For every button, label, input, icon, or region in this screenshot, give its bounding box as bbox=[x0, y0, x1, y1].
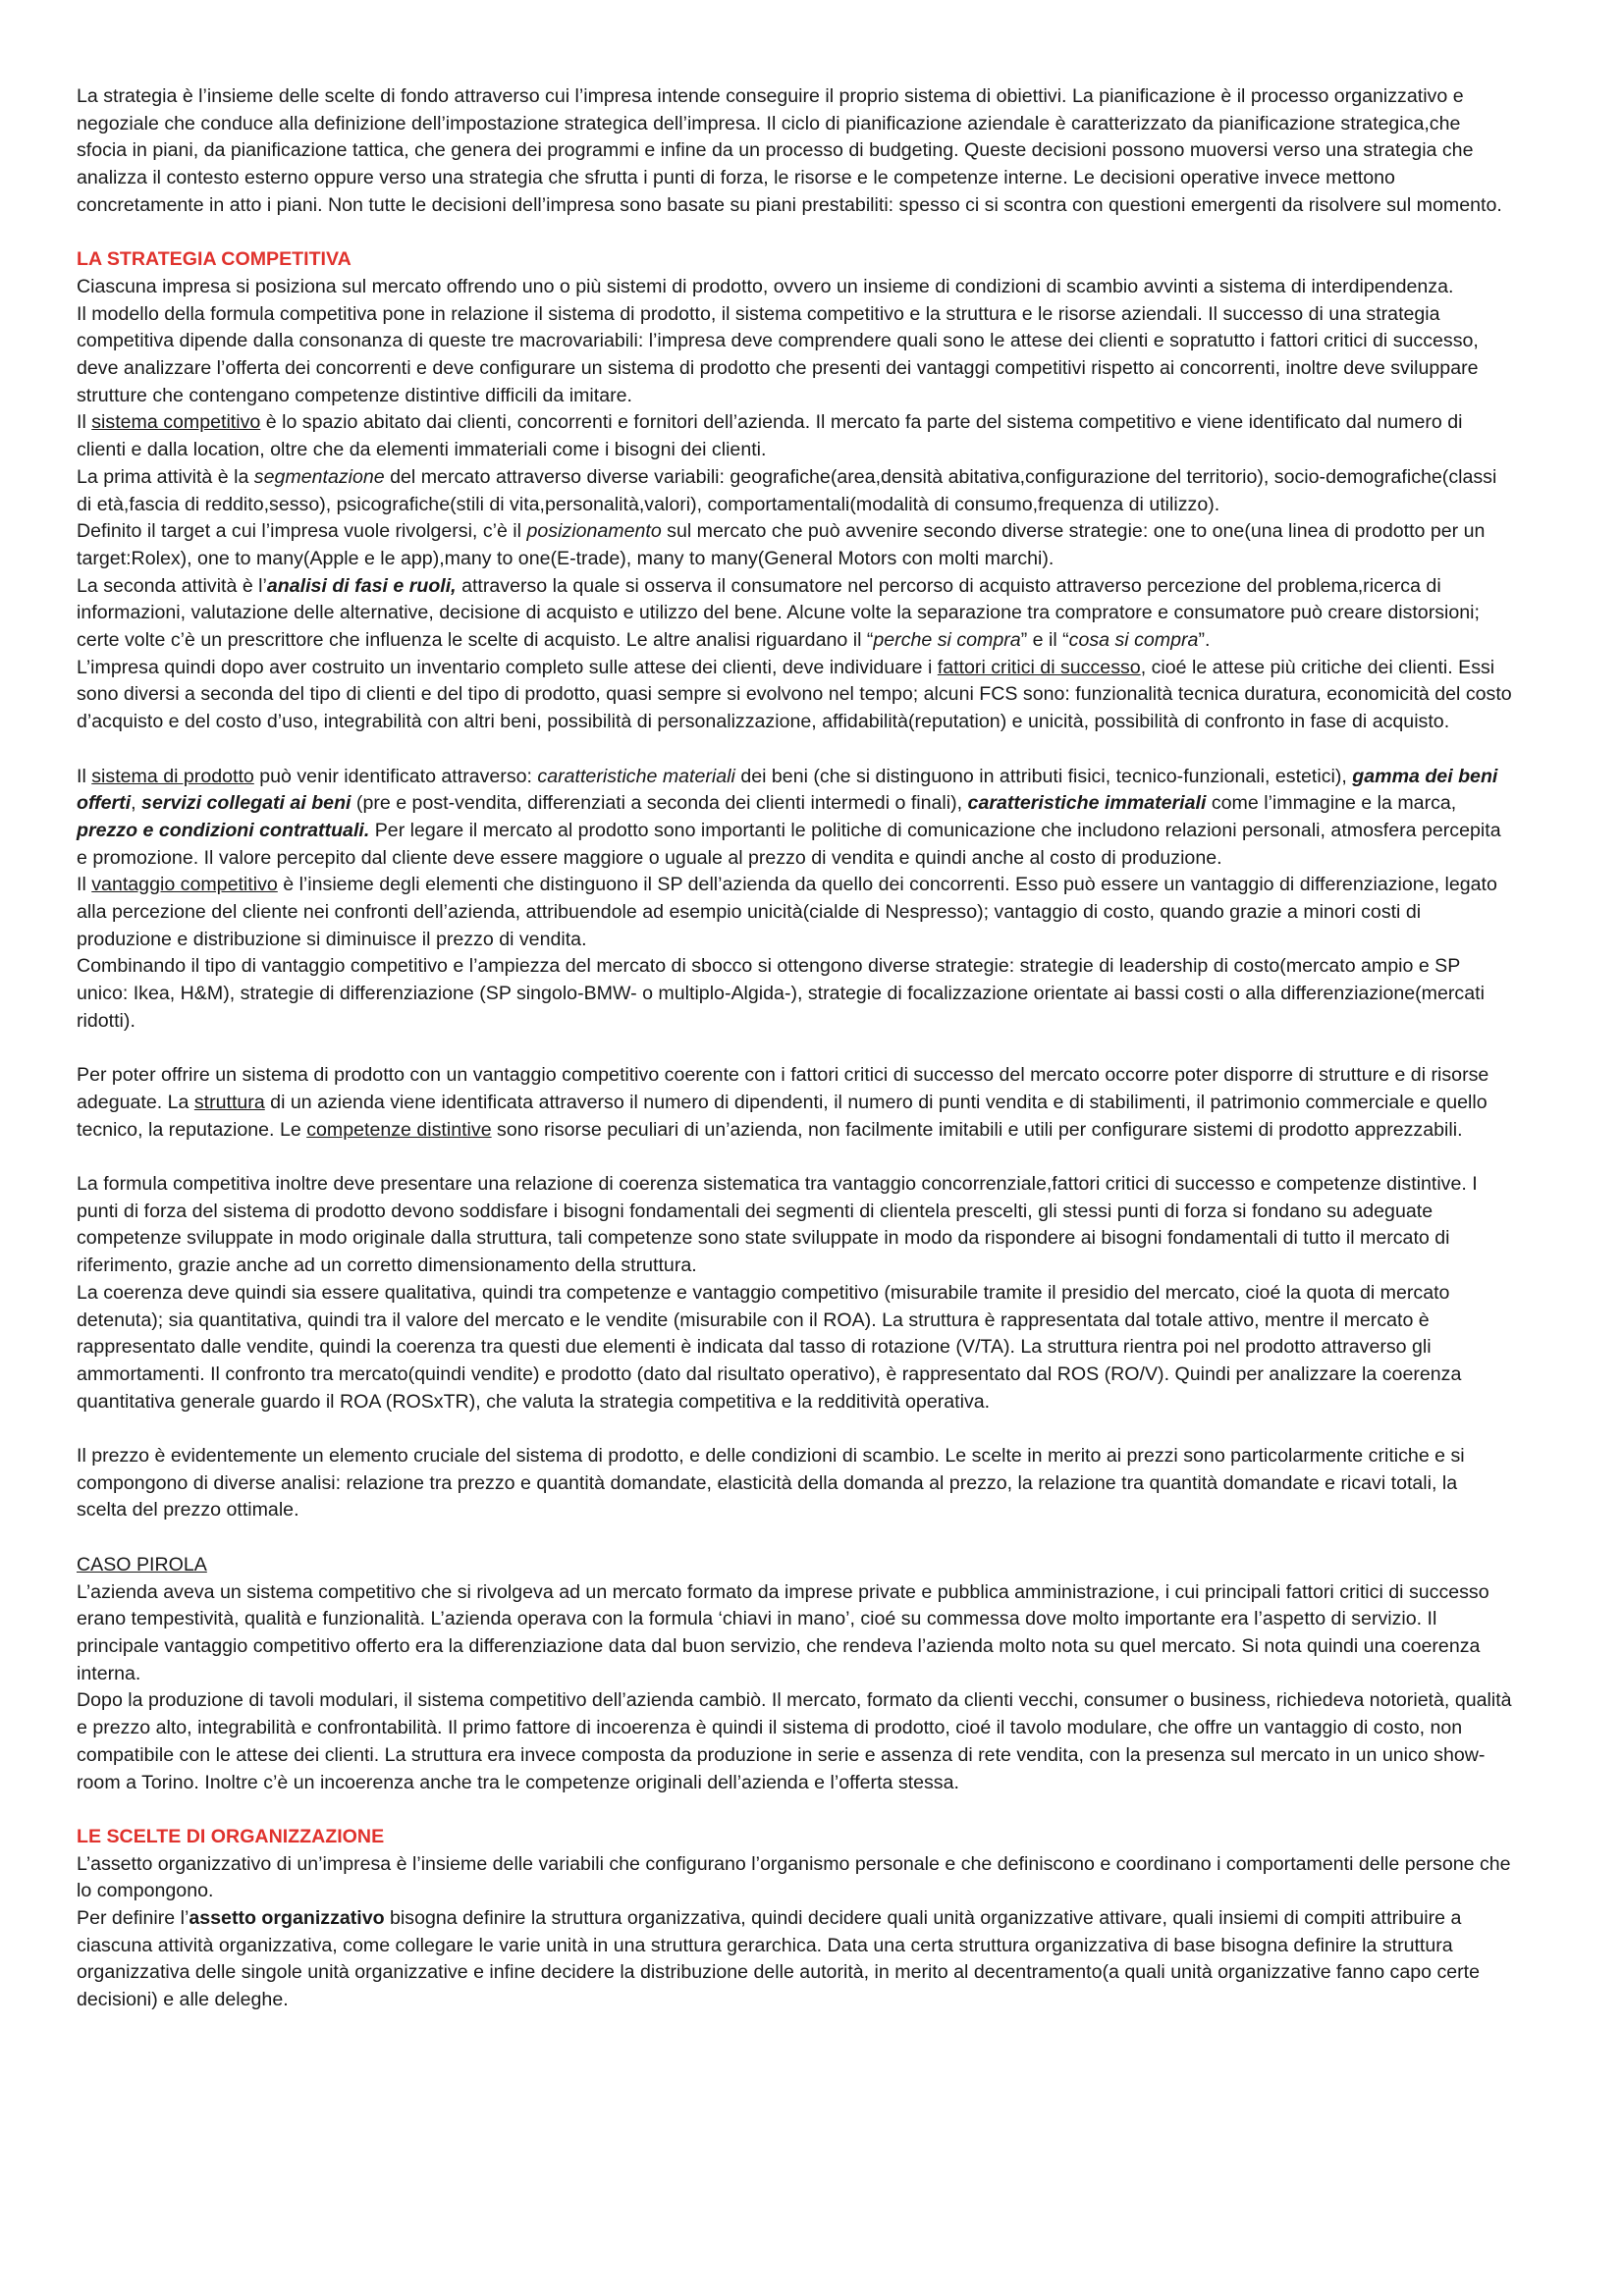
document-page bbox=[77, 83, 1512, 2014]
intro-paragraph: La strategia è l’insieme delle scelte di fondo attraverso cui l’impresa intende conseguire il proprio sistema di obiettivi. La pianificazione è il processo organizzativo e negoziale che conduce alla definizione dell’impostazione strategica dell’impresa. Il ciclo di pianificazione aziendale è caratterizzato da pianificazione strategica,che sfocia in piani, da pianificazione tattica, che genera dei programmi e infine da un processo di budgeting. Queste decisioni possono muoversi verso una strategia che analizza il contesto esterno oppure verso una strategia che sfrutta i punti di forza, le risorse e le competenze interne. Le decisioni operative invece mettono concretamente in atto i piani. Non tutte le decisioni dell’impresa sono basate su piani prestabiliti: spesso ci si scontra con questioni emergenti da risolvere sul momento. bbox=[77, 85, 1502, 216]
prodotto-paragraph-2: Il vantaggio competitivo è l’insieme degli elementi che distinguono il SP dell’azienda da quello dei concorrenti. Esso può essere un vantaggio di differenziazione, legato alla percezione del cliente nei confronti dell’azienda, attribuendole ad esempio unicità(cialde di Nespresso); vantaggio di costo, quando grazie a minori costi di produzione e distribuzione si diminuisce il prezzo di vendita. bbox=[77, 874, 1497, 950]
organizzazione-paragraph-1: L’assetto organizzativo di un’impresa è l’insieme delle variabili che configurano l’organismo personale e che definiscono e coordinano i comportamenti delle persone che lo compongono. bbox=[77, 1852, 1511, 1902]
strategia-paragraph-7: L’impresa quindi dopo aver costruito un inventario completo sulle attese dei clienti, deve individuare i fattori critici di successo, cioé le attese più critiche dei clienti. Essi sono diversi a seconda del tipo di clienti e del tipo di prodotto, quasi sempre si evolvono nel tempo; alcuni FCS sono: funzionalità tecnica duratura, economicità del costo d’acquisto e del costo d’uso, integrabilità con altri beni, possibilità di personalizzazione, affidabilità(reputation) e unicità, possibilità di confronto in fase di acquisto. bbox=[77, 656, 1512, 733]
strategia-paragraph-3: Il sistema competitivo è lo spazio abitato dai clienti, concorrenti e fornitori dell’azienda. Il mercato fa parte del sistema competitivo e viene identificato dal numero di clienti e dalla location, oltre che da elementi immateriali come i bisogni dei clienti. bbox=[77, 411, 1463, 461]
prezzo-paragraph: Il prezzo è evidentemente un elemento cruciale del sistema di prodotto, e delle condizioni di scambio. Le scelte in merito ai prezzi sono particolarmente critiche e si compongono di diverse analisi: relazione tra prezzo e quantità domandate, elasticità della domanda al prezzo, la relazione tra quantità domandate e ricavi totali, la scelta del prezzo ottimale. bbox=[77, 1445, 1465, 1522]
term-analisi-fasi-ruoli: analisi di fasi e ruoli, bbox=[266, 574, 457, 597]
term-struttura: struttura bbox=[193, 1091, 265, 1113]
term-vantaggio-competitivo: vantaggio competitivo bbox=[91, 874, 278, 896]
pirola-paragraph-2: Dopo la produzione di tavoli modulari, il sistema competitivo dell’azienda cambiò. Il mercato, formato da clienti vecchi, consumer o business, richiedeva notorietà, qualità e prezzo alto, integrabilità e confrontabilità. Il primo fattore di incoerenza è quindi il sistema di prodotto, cioé il tavolo modulare, che offre un vantaggio di costo, non compatibile con le attese dei clienti. La struttura era invece composta da produzione in serie e assenza di rete vendita, con la presenza sul mercato in un unico show-room a Torino. Inoltre c’è un incoerenza anche tra le competenze originali dell’azienda e l’offerta stessa. bbox=[77, 1689, 1512, 1793]
strategia-paragraph-4: La prima attività è la segmentazione del mercato attraverso diverse variabili: geografiche(area,densità abitativa,configurazione del territorio), socio-demografiche(classi di età,fascia di reddito,sesso), psicografiche(stili di vita,personalità,valori), comportamentali(modalità di consumo,frequenza di utilizzo). bbox=[77, 465, 1497, 515]
term-sistema-di-prodotto: sistema di prodotto bbox=[91, 765, 254, 787]
prodotto-paragraph-3: Combinando il tipo di vantaggio competitivo e l’ampiezza del mercato di sbocco si ottengono diverse strategie: strategie di leadership di costo(mercato ampio e SP unico: Ikea, H&M), strategie di differenziazione (SP singolo-BMW- o multiplo-Algida-), strategie di focalizzazione orientate ai bassi costi o alla differenziazione(mercati ridotti). bbox=[77, 955, 1485, 1032]
term-fattori-critici: fattori critici di successo bbox=[937, 656, 1141, 678]
strategia-paragraph-5: Definito il target a cui l’impresa vuole rivolgersi, c’è il posizionamento sul mercato che può avvenire secondo diverse strategie: one to one(una linea di prodotto per un target:Rolex), one to many(Apple e le app),many to one(E-trade), many to many(General Motors con molti marchi). bbox=[77, 520, 1486, 569]
term-assetto-organizzativo: assetto organizzativo bbox=[189, 1907, 385, 1929]
heading-strategia-competitiva: LA STRATEGIA COMPETITIVA bbox=[77, 248, 352, 271]
heading-caso-pirola: CASO PIROLA bbox=[77, 1553, 207, 1575]
term-posizionamento: posizionamento bbox=[526, 520, 662, 543]
coerenza-paragraph-2: La coerenza deve quindi sia essere qualitativa, quindi tra competenze e vantaggio competitivo (misurabile tramite il presidio del mercato, cioé la quota di mercato detenuta); sia quantitativa, quindi tra il valore del mercato e le vendite (misurabile con il ROA). La struttura è rappresentata dal totale attivo, mentre il mercato è rappresentato dalle vendite, quindi la coerenza tra questi due elementi è indicata dal tasso di rotazione (V/TA). La struttura rientra poi nel prodotto attraverso gli ammortamenti. Il confronto tra mercato(quindi vendite) e prodotto (dato dal risultato operativo), è rappresentato dal ROS (RO/V). Quindi per analizzare la coerenza quantitativa generale guardo il ROA (ROSxTR), che valuta la strategia competitiva e la redditività operativa. bbox=[77, 1281, 1462, 1413]
struttura-paragraph: Per poter offrire un sistema di prodotto con un vantaggio competitivo coerente con i fattori critici di successo del mercato occorre poter disporre di strutture e di risorse adeguate. La struttura di un azienda viene identificata attraverso il numero di dipendenti, il numero di punti vendita e di stabilimenti, il patrimonio commerciale e quello tecnico, la reputazione. Le competenze distintive sono risorse peculiari di un’azienda, non facilmente imitabili e utili per configurare sistemi di prodotto apprezzabili. bbox=[77, 1064, 1489, 1141]
strategia-paragraph-2: Il modello della formula competitiva pone in relazione il sistema di prodotto, il sistema competitivo e la struttura e le risorse aziendali. Il successo di una strategia competitiva dipende dalla consonanza di queste tre macrovariabili: l’impresa deve comprendere quali sono le attese dei clienti e sopratutto i fattori critici di successo, deve analizzare l’offerta dei concorrenti e deve configurare un sistema di prodotto che presenti dei vantaggi competitivi rispetto ai concorrenti, inoltre deve sviluppare strutture che contengano competenze distintive difficili da imitare. bbox=[77, 302, 1479, 406]
term-competenze-distintive: competenze distintive bbox=[306, 1118, 492, 1141]
prodotto-paragraph-1: Il sistema di prodotto può venir identificato attraverso: caratteristiche materiali dei beni (che si distinguono in attributi fisici, tecnico-funzionali, estetici), gamma dei beni offerti, servizi collegati ai beni (pre e post-vendita, differenziati a seconda dei clienti intermedi o finali), caratteristiche immateriali come l’immagine e la marca, prezzo e condizioni contrattuali. Per legare il mercato al prodotto sono importanti le politiche di comunicazione che includono relazioni personali, atmosfera percepita e promozione. Il valore percepito dal cliente deve essere maggiore o uguale al prezzo di vendita e quindi anche al costo di produzione. bbox=[77, 765, 1501, 869]
term-segmentazione: segmentazione bbox=[253, 465, 385, 488]
strategia-paragraph-1: Ciascuna impresa si posiziona sul mercato offrendo uno o più sistemi di prodotto, ovvero un insieme di condizioni di scambio avvinti a sistema di interdipendenza. bbox=[77, 275, 1454, 297]
heading-scelte-organizzazione: LE SCELTE DI ORGANIZZAZIONE bbox=[77, 1825, 385, 1847]
term-sistema-competitivo: sistema competitivo bbox=[91, 411, 261, 434]
organizzazione-paragraph-2: Per definire l’assetto organizzativo bisogna definire la struttura organizzativa, quindi decidere quali unità organizzative attivare, quali insiemi di compiti attribuire a ciascuna attività organizzativa, come collegare le varie unità in una struttura gerarchica. Data una certa struttura organizzativa di base bisogna definire la struttura organizzativa delle singole unità organizzative e infine decidere la distribuzione delle autorità, in merito al decentramento(a quali unità organizzative fanno capo certe decisioni) e alle deleghe. bbox=[77, 1907, 1481, 2011]
coerenza-paragraph-1: La formula competitiva inoltre deve presentare una relazione di coerenza sistematica tra vantaggio concorrenziale,fattori critici di successo e competenze distintive. I punti di forza del sistema di prodotto devono soddisfare i bisogni fondamentali dei segmenti di clientela prescelti, gli stessi punti di forza si fondano su adeguate competenze sviluppate in modo originale dalla struttura, tali competenze sono state sviluppate in modo da rispondere ai bisogni fondamentali di tutto il mercato di riferimento, grazie anche ad un corretto dimensionamento della struttura. bbox=[77, 1173, 1478, 1277]
strategia-paragraph-6: La seconda attività è l’analisi di fasi e ruoli, attraverso la quale si osserva il consumatore nel percorso di acquisto attraverso percezione del problema,ricerca di informazioni, valutazione delle alternative, decisione di acquisto e utilizzo del bene. Alcune volte la separazione tra compratore e consumatore può creare distorsioni; certe volte c’è un prescrittore che influenza le scelte di acquisto. Le altre analisi riguardano il “perche si compra” e il “cosa si compra”. bbox=[77, 574, 1480, 652]
pirola-paragraph-1: L’azienda aveva un sistema competitivo che si rivolgeva ad un mercato formato da imprese private e pubblica amministrazione, i cui principali fattori critici di successo erano tempestività, qualità e funzionalità. L’azienda operava con la formula ‘chiavi in mano’, cioé su commessa dove molto importante era l’aspetto di servizio. Il principale vantaggio competitivo offerto era la differenziazione data dal buon servizio, che rendeva l’azienda molto nota su quel mercato. Si nota quindi una coerenza interna. bbox=[77, 1580, 1489, 1684]
